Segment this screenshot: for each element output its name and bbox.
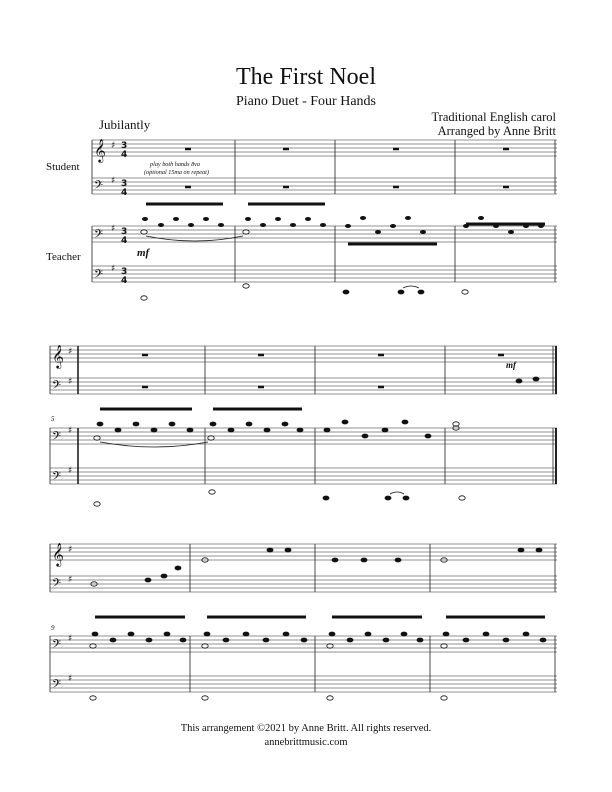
svg-text:3: 3 bbox=[121, 141, 128, 151]
arranger-credit: Arranged by Anne Britt bbox=[437, 124, 556, 138]
svg-text:𝄢: 𝄢 bbox=[94, 228, 104, 244]
svg-text:4: 4 bbox=[121, 188, 128, 198]
svg-text:♯: ♯ bbox=[68, 466, 73, 476]
whole-rests-student bbox=[185, 149, 509, 187]
clefs-system-1 bbox=[94, 138, 127, 286]
dynamic-mf-teacher: mf bbox=[137, 247, 150, 259]
system-3 bbox=[50, 542, 557, 700]
staff-teacher-lower bbox=[92, 266, 557, 282]
svg-text:𝄞: 𝄞 bbox=[52, 344, 64, 368]
svg-text:𝄢: 𝄢 bbox=[52, 638, 62, 654]
svg-text:♯: ♯ bbox=[111, 176, 116, 186]
part-label-student: Student bbox=[46, 161, 80, 173]
staff-student-bass bbox=[92, 178, 557, 194]
svg-text:3: 3 bbox=[121, 227, 128, 237]
dynamic-mf-student: mf bbox=[506, 360, 516, 370]
svg-text:𝄢: 𝄢 bbox=[52, 430, 62, 446]
measure-number-9: 9 bbox=[51, 624, 55, 632]
staff-teacher-upper bbox=[92, 226, 557, 242]
svg-text:𝄢: 𝄢 bbox=[52, 379, 62, 395]
svg-text:♯: ♯ bbox=[68, 426, 73, 436]
website-link[interactable]: annebrittmusic.com bbox=[264, 737, 348, 748]
composer-credit: Traditional English carol bbox=[431, 110, 556, 124]
svg-text:♯: ♯ bbox=[68, 575, 73, 585]
svg-text:𝄢: 𝄢 bbox=[94, 268, 104, 284]
svg-text:𝄞: 𝄞 bbox=[94, 138, 106, 162]
page-title: The First Noel bbox=[236, 64, 376, 90]
svg-text:♯: ♯ bbox=[68, 377, 73, 387]
measure-number-5: 5 bbox=[51, 415, 55, 423]
tempo-marking: Jubilantly bbox=[99, 117, 151, 132]
svg-text:♯: ♯ bbox=[111, 141, 116, 151]
svg-text:𝄢: 𝄢 bbox=[52, 470, 62, 486]
svg-text:♯: ♯ bbox=[68, 674, 73, 684]
instruction-15ma: (optional 15ma on repeat) bbox=[144, 169, 209, 176]
svg-text:𝄢: 𝄢 bbox=[94, 179, 104, 195]
teacher-bass-notes-system-1 bbox=[141, 284, 468, 300]
part-label-teacher: Teacher bbox=[46, 251, 81, 263]
system-2 bbox=[50, 344, 557, 506]
svg-text:𝄞: 𝄞 bbox=[52, 542, 64, 566]
svg-text:𝄢: 𝄢 bbox=[52, 577, 62, 593]
svg-text:♯: ♯ bbox=[68, 634, 73, 644]
svg-text:4: 4 bbox=[121, 150, 128, 160]
copyright-notice: This arrangement ©2021 by Anne Britt. All rights reserved. bbox=[180, 723, 432, 734]
svg-text:3: 3 bbox=[121, 179, 128, 189]
svg-text:♯: ♯ bbox=[68, 347, 73, 357]
instruction-8va: play both hands 8va bbox=[150, 161, 201, 168]
svg-text:𝄢: 𝄢 bbox=[52, 678, 62, 694]
svg-text:♯: ♯ bbox=[68, 545, 73, 555]
page-subtitle: Piano Duet - Four Hands bbox=[236, 94, 376, 109]
svg-text:3: 3 bbox=[121, 267, 128, 277]
svg-text:♯: ♯ bbox=[111, 224, 116, 234]
svg-text:4: 4 bbox=[121, 236, 128, 246]
svg-text:4: 4 bbox=[121, 276, 128, 286]
teacher-half-notes-system-1 bbox=[141, 230, 249, 241]
staff-student-treble bbox=[92, 140, 557, 156]
svg-text:♯: ♯ bbox=[111, 264, 116, 274]
